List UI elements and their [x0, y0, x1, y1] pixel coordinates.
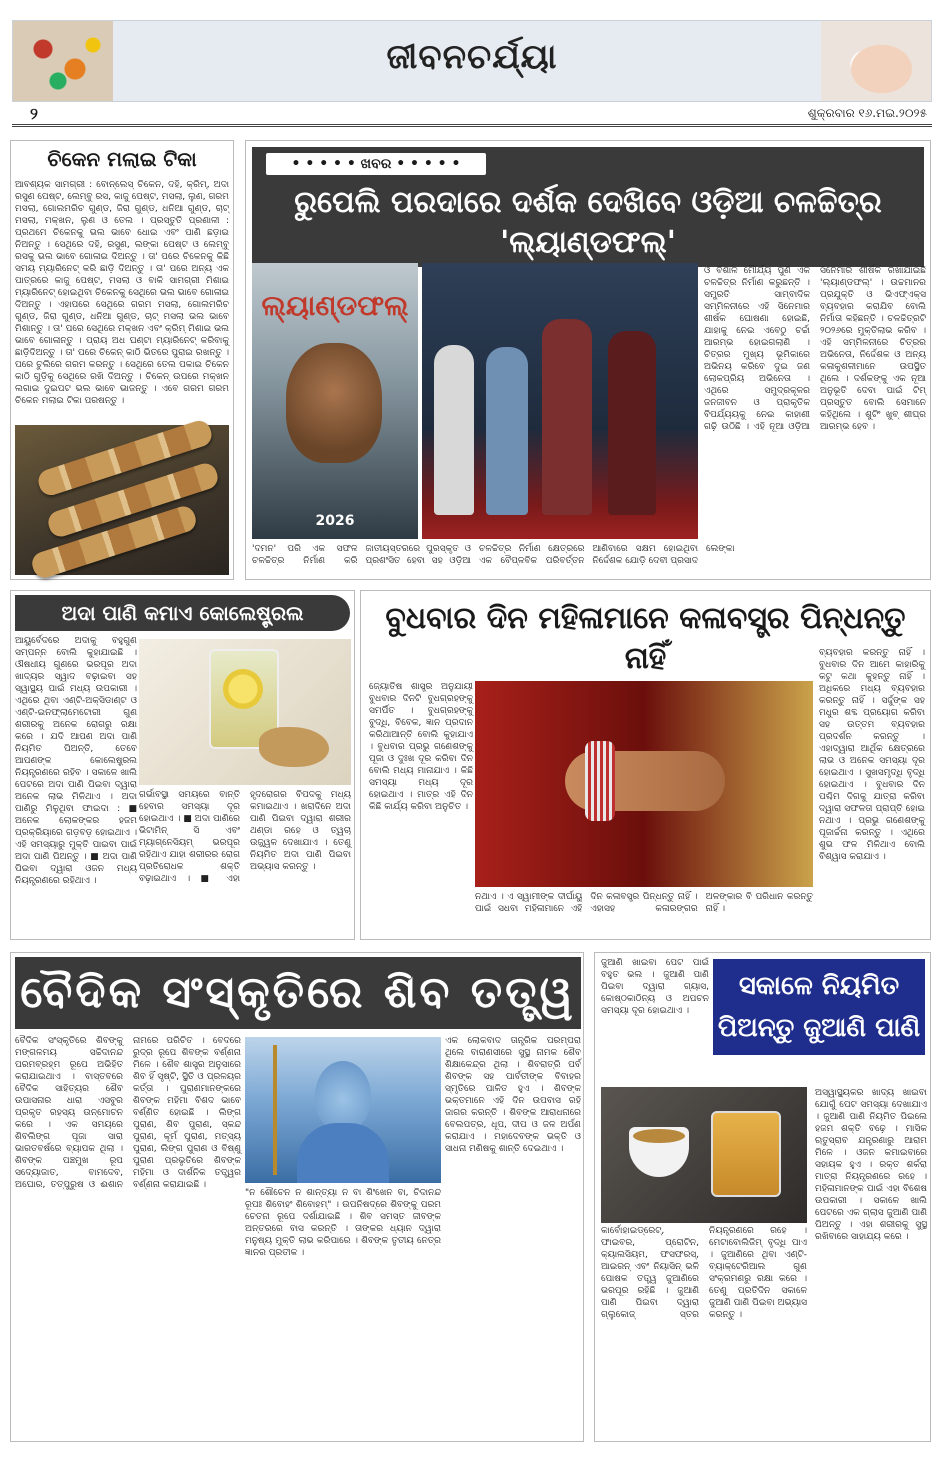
section-title: ଜୀବନଚର୍ଯ୍ୟା [386, 37, 558, 77]
chicken-body: ଆବଶ୍ୟକ ସାମଗ୍ରୀ : ବୋନ୍‌ଲେସ୍ ଚିକେନ, ଦହି, କ୍ରିମ୍, ଅଦା ରସୁଣ ପେଷ୍ଟ, ଲେମ୍ବୁ ରସ, କାଜୁ ପେଷ୍ଟ, ମସଲା, ଲୁଣ, ଗରମ ମସଲା, ଗୋଲମରିଚ ଗୁଣ୍ଡ, ଜିରା ଗୁଣ୍ଡ, ଧନିଆ ଗୁଣ୍ଡ, ଚାଟ୍ ମସଲା, ମକ୍ଖନ, ଲୁଣ ଓ ତେଲ । ପ୍ରସ୍ତୁତି ପ୍ରଣାଳୀ : ପ୍ରଥମେ ଚିକେନକୁ ଭଲ ଭାବେ ଧୋଇ ଏବଂ ପାଣି ଛଡ଼ାଇ ନିଅନ୍ତୁ । ସେଥିରେ ଦହି, ରସୁଣ, ଲଙ୍କା ପେଷ୍ଟ ଓ ଲେମ୍ବୁ ରସକୁ ଭଲ ଭାବେ ଗୋଳାଇ ଦିଅନ୍ତୁ । ତା' ପରେ ଚିକେନକୁ କିଛି ସମୟ ମ୍ୟାରିନେଟ୍ କରି ଛାଡ଼ି ଦିଅନ୍ତୁ । ତା' ପରେ ଅନ୍ୟ ଏକ ପାତ୍ରରେ କାଜୁ ପେଷ୍ଟ, ମସଲା ଓ ବାକି ସାମଗ୍ରୀ ମିଶାଇ ମ୍ୟାରିନେଟ୍ ହୋଇଥିବା ଚିକେନକୁ ସେଥିରେ ଭଲ ଭାବେ ଗୋଳାଇ ଦିଅନ୍ତୁ । ଏହାପରେ ସେଥିରେ ଗରମ ମସଲା, ଗୋଲମରିଚ ଗୁଣ୍ଡ, ଜିରା ଗୁଣ୍ଡ, ଧନିଆ ଗୁଣ୍ଡ, ଚାଟ୍ ମସଲା ଭଲ ଭାବେ ମିଶାନ୍ତୁ । ତା' ପରେ ସେଥିରେ ମକ୍ଖନ ଏବଂ କ୍ରିମ୍ ମିଶାଇ ଭଲ ଭାବେ ଗୋଳାନ୍ତୁ । ପ୍ରାୟ ଅଧ ଘଣ୍ଟା ମ୍ୟାରିନେଟ୍ କରିବାକୁ ଛାଡ଼ିଦିଅନ୍ତୁ । ତା' ପରେ ଚିକେନ୍ କାଠି ଭିତରେ ପୁରାଇ ରଖନ୍ତୁ । ପରେ ଚୁଲିରେ ଗରମ କରନ୍ତୁ । ସେଥିରେ ତେଲ ପକାଇ ଚିକେନ କାଠି ଗୁଡ଼ିକୁ ସେଥିରେ ରଖି ଦିଅନ୍ତୁ । ଚିକେନ୍ ଉପରେ ମକ୍ଖନ ଲଗାଇ ଦୁଇପଟ ଭଲ ଭାବେ ଭାଜନ୍ତୁ । ଏବେ ଗରମ ଗରମ ଚିକେନ ମଲାଇ ଟିକା ପରଷନ୍ତୁ । [15, 180, 229, 406]
fenugreek-article [594, 952, 931, 1442]
chicken-headline: ଚିକେନ ମଲାଇ ଟିକା [47, 147, 197, 171]
poster-year: 2026 [315, 513, 355, 529]
landfall-body: ଓ ବିଶାଳ ମୌର୍ଯ୍ୟ ପୁଣି ଏକ ଚଳଚ୍ଚିତ୍ର ନିର୍ମାଣ କରୁଛନ୍ତି । ସମ୍ପ୍ରତି ସାମ୍ବାଦିକ ସମ୍ମିଳନୀରେ ଏହି ସିନେମାର ଶୀର୍ଷକ ଘୋଷଣା ହୋଇଛି, ଯାହାକୁ ନେଇ ଏବେଠୁ ଚର୍ଚ୍ଚା ଆରମ୍ଭ ହୋଇଗଲାଣି । ଚିତ୍ରର ମୁଖ୍ୟ ଭୂମିକାରେ ଅଭିନୟ କରିବେ ଦୁଇ ଜଣ ଲୋକପ୍ରିୟ ଅଭିନେତା । ଏଥିରେ ସମୁଦ୍ରକୂଳର ଜନଜୀବନ ଓ ପ୍ରାକୃତିକ ବିପର୍ଯ୍ୟୟକୁ ନେଇ କାହାଣୀ ଗଢ଼ି ଉଠିଛି । ଏହି ନୂଆ ଓଡ଼ିଆ ସିନେମାର ଶୀର୍ଷକ ରଖାଯାଇଛି 'ଲ୍ୟାଣ୍ଡଫଲ୍' । ଉଚ୍ଚମାନର ପ୍ରଯୁକ୍ତି ଓ ଭିଏଫ୍‌ଏକ୍ସ ବ୍ୟବହାର କରାଯିବ ବୋଲି ନିର୍ମାତା କହିଛନ୍ତି । ଚଳଚ୍ଚିତ୍ରଟି ୨୦୨୬ରେ ମୁକ୍ତିଲାଭ କରିବ । ଏହି ସମ୍ମିଳନୀରେ ଚିତ୍ରର ଅଭିନେତା, ନିର୍ଦ୍ଦେଶକ ଓ ଅନ୍ୟ କଳାକୁଶଳୀମାନେ ଉପସ୍ଥିତ ଥିଲେ । ଦର୍ଶକଙ୍କୁ ଏକ ନୂଆ ଅନୁଭୂତି ଦେବା ପାଇଁ ଟିମ୍ ପ୍ରସ୍ତୁତ ବୋଲି ସେମାନେ କହିଥିଲେ । ଶୁଟିଂ ଖୁବ୍ ଶୀଘ୍ର ଆରମ୍ଭ ହେବ । [704, 266, 926, 432]
shiva-headline: ବୈଦିକ ସଂସ୍କୃତିରେ ଶିବ ତତ୍ତ୍ୱ [15, 957, 581, 1029]
ginger-lemon-glass-photo [139, 639, 351, 785]
shiva-article [10, 952, 584, 1442]
news-banner [252, 147, 924, 267]
landfall-headline: ରୁପେଲି ପରଦାରେ ଦର୍ଶକ ଦେଖିବେ ଓଡ଼ିଆ ଚଳଚ୍ଚିତ୍ର 'ଲ୍ୟାଣ୍ଡଫଲ୍‌' [294, 185, 882, 260]
shiva-body-col3: ଏକ ଲୋକବାଦ ତାନ୍ତ୍ରିକ ପରମ୍ପରା ଥିଲେ ବାରାଣସୀରେ ସୁସ୍ଥ ନାମକ ଶୈବ ଶିକ୍ଷାକେନ୍ଦ୍ର ଥିଲା । ଶିବରାତ୍ରି ପର୍ବ ଶିବଙ୍କ ସହ ପାର୍ବତୀଙ୍କ ବିବାହର ସ୍ମୃତିରେ ପାଳିତ ହୁଏ । ଶିବଙ୍କ ଭକ୍ତମାନେ ଏହି ଦିନ ଉପବାସ ରହି ଜାଗର କରନ୍ତି । ଶିବଙ୍କ ଆରାଧନାରେ ବେଲପତ୍ର, ଧୂପ, ଦୀପ ଓ ଜଳ ଅର୍ପଣ କରାଯାଏ । ମହାଦେବଙ୍କ ଭକ୍ତି ଓ ସାଧନା ମଣିଷକୁ ଶାନ୍ତି ଦେଇଥାଏ । [445, 1036, 581, 1154]
ginger-body-col2: ଗର୍ଭାବସ୍ଥା ସମୟରେ ବାନ୍ତି ହେବାର ସମସ୍ୟା ଦୂର ହୋଇଥାଏ । ■ ଅଦା ପାଣିରେ ଭିଟାମିନ୍ ସି ଏବଂ ମ୍ୟାଗ୍ନେସିୟମ୍ ଭରପୂର ରହିଥାଏ ଯାହା ଶରୀରର ରୋଗ ପ୍ରତିରୋଧକ ଶକ୍ତି ବଢ଼ାଇଥାଏ । ■ ଏହା ହୃଦରୋଗର ବିପଦକୁ ମଧ୍ୟ କମାଇଥାଏ । ଖରାଦିନେ ଅଦା ପାଣି ପିଇବା ଦ୍ୱାରା ଶରୀର ଥଣ୍ଡା ରହେ ଓ ତ୍ୱଚା ଉଜ୍ଜ୍ୱଳ ଦେଖାଯାଏ । ତେଣୁ ନିୟମିତ ଅଦା ପାଣି ପିଇବା ଅଭ୍ୟାସ କରନ୍ତୁ । [139, 790, 351, 884]
bridal-hands-photo [475, 681, 813, 887]
press-event-photo [422, 263, 698, 539]
fenugreek-body-col2: ଅସ୍ୱାସ୍ଥ୍ୟକର ଖାଦ୍ୟ ଖାଇବା ଯୋଗୁଁ ପେଟ ସମସ୍ୟା ଦେଖାଯାଏ । ଜୁଆଣି ପାଣି ନିୟମିତ ପିଇଲେ ହଜମ ଶକ୍ତି ବଢ଼େ । ମାସିକ ଋତୁସ୍ରାବ ଯନ୍ତ୍ରଣାରୁ ଆରାମ ମିଳେ । ଓଜନ କମାଇବାରେ ସହାୟକ ହୁଏ । ରକ୍ତ ଶର୍କରା ମାତ୍ରା ନିୟନ୍ତ୍ରଣରେ ରହେ । ମହିଳାମାନଙ୍କ ପାଇଁ ଏହା ବିଶେଷ ଉପକାରୀ । ସକାଳେ ଖାଲି ପେଟରେ ଏକ ଗ୍ଲାସ ଜୁଆଣି ପାଣି ପିଅନ୍ତୁ । ଏହା ଶରୀରକୁ ସୁସ୍ଥ ରଖିବାରେ ସାହାଯ୍ୟ କରେ । [815, 1088, 927, 1242]
ginger-body-col1: ଆୟୁର୍ବେଦରେ ଅଦାକୁ ବହୁଗୁଣ ସମ୍ପନ୍ନ ବୋଲି କୁହାଯାଇଛି । ଔଷଧୀୟ ଗୁଣରେ ଭରପୂର ଅଦା ଖାଦ୍ୟର ସ୍ୱାଦ ବଢ଼ାଇବା ସହ ସ୍ୱାସ୍ଥ୍ୟ ପାଇଁ ମଧ୍ୟ ଉପକାରୀ । ଏଥିରେ ଥିବା ଏଣ୍ଟି-ଅକ୍ସିଡାଣ୍ଟ ଓ ଏଣ୍ଟି-ଇନଫ୍ଲାମେଟୋରୀ ଗୁଣ ଶରୀରକୁ ଅନେକ ରୋଗରୁ ରକ୍ଷା କରେ । ଯଦି ଆପଣ ଅଦା ପାଣି ନିୟମିତ ପିଅନ୍ତି, ତେବେ ଆପଣଙ୍କ କୋଲେଷ୍ଟ୍ରଲ ନିୟନ୍ତ୍ରଣରେ ରହିବ । ସକାଳେ ଖାଲି ପେଟରେ ଅଦା ପାଣି ପିଇବା ଦ୍ୱାରା ଅନେକ ଲାଭ ମିଳିଥାଏ । ଅଦା ପାଣିରୁ ମିଳୁଥିବା ଫାଇଦା : ■ ଅନେକ ଲୋକଙ୍କର ହଜମ ପ୍ରକ୍ରିୟାରେ ଗଡ଼ବଡ଼ ହୋଇଥାଏ । ଏହି ସମସ୍ୟାରୁ ମୁକ୍ତି ପାଇବା ପାଇଁ ଅଦା ପାଣି ପିଅନ୍ତୁ । ■ ଅଦା ପାଣି ପିଇବା ଦ୍ୱାରା ଓଜନ ମଧ୍ୟ ନିୟନ୍ତ୍ରଣରେ ରହିଥାଏ । [15, 636, 137, 886]
news-tag [266, 153, 486, 175]
wednesday-headline: ବୁଧବାର ଦିନ ମହିଳାମାନେ କଳାବସ୍ତ୍ର ପିନ୍ଧନ୍ତୁ ନାହିଁ [385, 601, 906, 676]
fenugreek-body-col1: ଜୁଆଣି ଖାଇବା ପେଟ ପାଇଁ ବହୁତ ଭଲ । ଜୁଆଣି ପାଣି ପିଇବା ଦ୍ୱାରା ଗ୍ୟାସ, କୋଷ୍ଠକାଠିନ୍ୟ ଓ ଅପଚନ ସମସ୍ୟା ଦୂର ହୋଇଥାଏ । [601, 958, 709, 1016]
fenugreek-tea-photo [601, 1087, 807, 1223]
news-tag-dots-left: • • • • • [291, 156, 356, 172]
chicken-recipe-article [10, 140, 234, 580]
skincare-woman-image [821, 21, 931, 101]
news-tag-label: ଖବର [360, 156, 392, 172]
poster-title: ଲ୍ୟାଣ୍ଡଫଲ୍ [261, 289, 409, 322]
page-number: ୨ [30, 104, 38, 123]
wednesday-body-col2: ବ୍ୟବହାର କରନ୍ତୁ ନାହିଁ । ବୁଧବାର ଦିନ ଆମେ କାହାରିକୁ କଟୁ କଥା କୁହନ୍ତୁ ନାହିଁ । ଅଧିକରେ ମଧ୍ୟ ବ୍ୟବହାର କରନ୍ତୁ ନାହିଁ । ସର୍ଦ୍ଦୁଙ୍କ ସହ ମଧୁର ଶବ୍ଦ ପ୍ରୟୋଗ କରିବା ସହ ଉତ୍ତମ ବ୍ୟବହାର ପ୍ରଦର୍ଶନ କରନ୍ତୁ । ଏହାଦ୍ୱାରା ଆର୍ଥିକ କ୍ଷେତ୍ରରେ ଲାଭ ଓ ଅନେକ ସମସ୍ୟା ଦୂର ହୋଇଥାଏ । ସୁଖସମୃଦ୍ଧି ବୃଦ୍ଧି ହୋଇଥାଏ । ବୁଧବାର ଦିନ ପଶ୍ଚିମ ଦିଗକୁ ଯାତ୍ରା କରିବା ଦ୍ୱାରା ସଫଳତା ପ୍ରାପ୍ତି ହୋଇ ନଥାଏ । ପ୍ରଭୁ ଗଣେଶଙ୍କୁ ପୂଜାର୍ଚ୍ଚନା କରନ୍ତୁ । ଏଥିରେ ଶୁଭ ଫଳ ମିଳିଥାଏ ବୋଲି ବିଶ୍ୱାସ କରାଯାଏ । [819, 648, 925, 862]
fenugreek-body-col3: କାର୍ବୋହାଇଡ୍ରେଟ୍, ଫାଇବର, ପ୍ରୋଟିନ, କ୍ୟାଲସିୟମ, ଫସଫରସ୍, ଆଇରନ୍ ଏବଂ ନିୟାସିନ୍ ଭଳି ପୋଷକ ତତ୍ତ୍ୱ ଜୁଆଣିରେ ଭରପୂର ରହିଛି । ଜୁଆଣି ପାଣି ପିଇବା ଦ୍ୱାରା ଗ୍ଲୁକୋଜ୍ ସ୍ତର ନିୟନ୍ତ୍ରଣରେ ରହେ । ମେଟାବୋଲିଜିମ୍ ବୃଦ୍ଧି ପାଏ । ଜୁଆଣିରେ ଥିବା ଏଣ୍ଟି-ବ୍ୟାକ୍ଟେରିଆଲ ଗୁଣ ସଂକ୍ରମଣରୁ ରକ୍ଷା କରେ । ତେଣୁ ପ୍ରତିଦିନ ସକାଳେ ଜୁଆଣି ପାଣି ପିଇବା ଅଭ୍ୟାସ କରନ୍ତୁ । [601, 1226, 807, 1320]
wednesday-body-col1: ଜ୍ୟୋତିଷ ଶାସ୍ତ୍ର ଅନୁଯାୟୀ ବୁଧବାର ଦିନଟି ବୁଧଗ୍ରହଙ୍କୁ ସମର୍ପିତ । ବୁଧଗ୍ରହଙ୍କୁ ବୁଦ୍ଧି, ବିବେକ, ଜ୍ଞାନ ପ୍ରଦାନ କରିଥାଆନ୍ତି ବୋଲି କୁହାଯାଏ । ବୁଧବାର ପ୍ରଭୁ ଗଣେଶଙ୍କୁ ପୂଜା ଓ ଦୁଃଖ ଦୂର କରିବା ଦିନ ବୋଲି ମଧ୍ୟ ମାନାଯାଏ । କିଛି ସମସ୍ୟା ମଧ୍ୟ ଦୂର ହୋଇଥାଏ । ମାତ୍ର ଏହି ଦିନ କିଛି କାର୍ଯ୍ୟ କରିବା ଅନୁଚିତ । [369, 682, 473, 812]
lord-shiva-photo [245, 1037, 441, 1183]
ginger-water-article [10, 590, 355, 940]
wednesday-article [360, 590, 931, 940]
poster-actor-face [286, 343, 382, 463]
header-rule [12, 124, 932, 127]
masthead [12, 20, 932, 102]
landfall-article [245, 140, 931, 580]
ginger-headline: ଅଦା ପାଣି କମାଏ କୋଲେଷ୍ଟ୍ରଲ [15, 595, 350, 631]
date-line: ଶୁକ୍ରବାର ୧୬.ମଇ.୨୦୨୫ [807, 106, 927, 120]
fenugreek-headline: ସକାଳେ ନିୟମିତ ପିଅନ୍ତୁ ଜୁଆଣି ପାଣି [713, 959, 925, 1055]
chicken-tikka-photo [15, 425, 229, 575]
wednesday-caption: ନଥାଏ । ଏ ସ୍ୱାମୀଙ୍କ ଦୀର୍ଘାୟୁ ପାଇଁ ସଧବା ମହିଳାମାନେ ଏହି ଦିନ କଳାବସ୍ତ୍ର ପିନ୍ଧନ୍ତୁ ନାହିଁ । ଏହାସହ କଳାରଙ୍ଗର ଅଳଙ୍କାର ବି ପରିଧାନ କରନ୍ତୁ ନାହିଁ । [475, 892, 813, 914]
shiva-body-col2: "ନ ଶୌଚେନ ନ ଶାନ୍ତ୍ୟା ନ ବା ଶିଂଖେନ ବା, ଚିଦାନନ୍ଦ ରୂପଃ ଶିବୋହଂ ଶିବୋହମ୍" । ଉପନିଷଦ୍‌ରେ ଶିବଙ୍କୁ ପରମ ଚେତନା ରୂପେ ଦର୍ଶାଯାଇଛି । ଶିବ ସମସ୍ତ ଜୀବଙ୍କ ଅନ୍ତରରେ ବାସ କରନ୍ତି । ତାଙ୍କର ଧ୍ୟାନ ଦ୍ୱାରା ମନୁଷ୍ୟ ମୁକ୍ତି ଲାଭ କରିପାରେ । ଶିବଙ୍କ ତୃତୀୟ ନେତ୍ର ଜ୍ଞାନର ପ୍ରତୀକ । [245, 1188, 441, 1258]
landfall-poster-photo [252, 263, 418, 539]
shiva-body-col1: ବୈଦିକ ସଂସ୍କୃତିରେ ଶିବଙ୍କୁ ମଙ୍ଗଳମୟ ସଚ୍ଚିଦାନନ୍ଦ ପରମବ୍ରହ୍ମ ରୂପେ ଅଭିହିତ କରାଯାଇଥାଏ । ବାସ୍ତବରେ ବୈଦିକ ସାହିତ୍ୟର ଶୈବ ଉପାସନାର ଧାରା ଏସବୁର ପ୍ରକୃତ ରହସ୍ୟ ଉନ୍ମୋଚନ କରେ । ଏକ ସମୟରେ ଶିବଲିଙ୍ଗ ପୂଜା ସାରା ଭାରତବର୍ଷରେ ବ୍ୟାପକ ଥିଲା । ଶିବଙ୍କ ପଞ୍ଚମୁଖ ରୂପ ସଦ୍ୟୋଜାତ, ବାମଦେବ, ଅଘୋର, ତତ୍ପୁରୁଷ ଓ ଈଶାନ ନାମରେ ପରିଚିତ । ବେଦରେ ରୁଦ୍ର ରୂପେ ଶିବଙ୍କ ବର୍ଣ୍ଣନା ମିଳେ । ଶୈବ ଶାସ୍ତ୍ର ଅନୁସାରେ ଶିବ ହିଁ ସୃଷ୍ଟି, ସ୍ଥିତି ଓ ପ୍ରଳୟର କର୍ତ୍ତା । ପୁରାଣମାନଙ୍କରେ ଶିବଙ୍କ ମହିମା ବିଶଦ ଭାବେ ବର୍ଣ୍ଣିତ ହୋଇଛି । ଲିଙ୍ଗ ପୁରାଣ, ଶିବ ପୁରାଣ, ସ୍କନ୍ଦ ପୁରାଣ, କୂର୍ମ ପୁରାଣ, ମତ୍ସ୍ୟ ପୁରାଣ, ଲିଙ୍ଗ ପୁରାଣ ଓ ବିଷ୍ଣୁ ପୁରାଣ ପ୍ରଭୃତିରେ ଶିବଙ୍କ ମହିମା ଓ ଦାର୍ଶନିକ ତତ୍ତ୍ୱର ବର୍ଣ୍ଣନା କରାଯାଇଛି । [15, 1036, 241, 1190]
landfall-caption: 'ଦମନ' ପରି ଏକ ସଫଳ ଚଳଚ୍ଚିତ୍ର ନିର୍ମାଣ କରି ଜାତୀୟସ୍ତରରେ ପୁରସ୍କୃତ ଓ ପ୍ରଶଂସିତ ହେବା ସହ ଓଡ଼ିଆ ଚଳଚ୍ଚିତ୍ର ନିର୍ମାଣ କ୍ଷେତ୍ରରେ ଏକ ବୈପ୍ଳବିକ ପରିବର୍ତ୍ତନ ଆଣିବାରେ ସକ୍ଷମ ହୋଇଥିବା ନିର୍ଦ୍ଦେଶକ ଯୋଡ଼ି ଦେବୀ ପ୍ରସାଦ ଲେଙ୍କା [252, 544, 735, 566]
news-tag-dots-right: • • • • • [396, 156, 461, 172]
